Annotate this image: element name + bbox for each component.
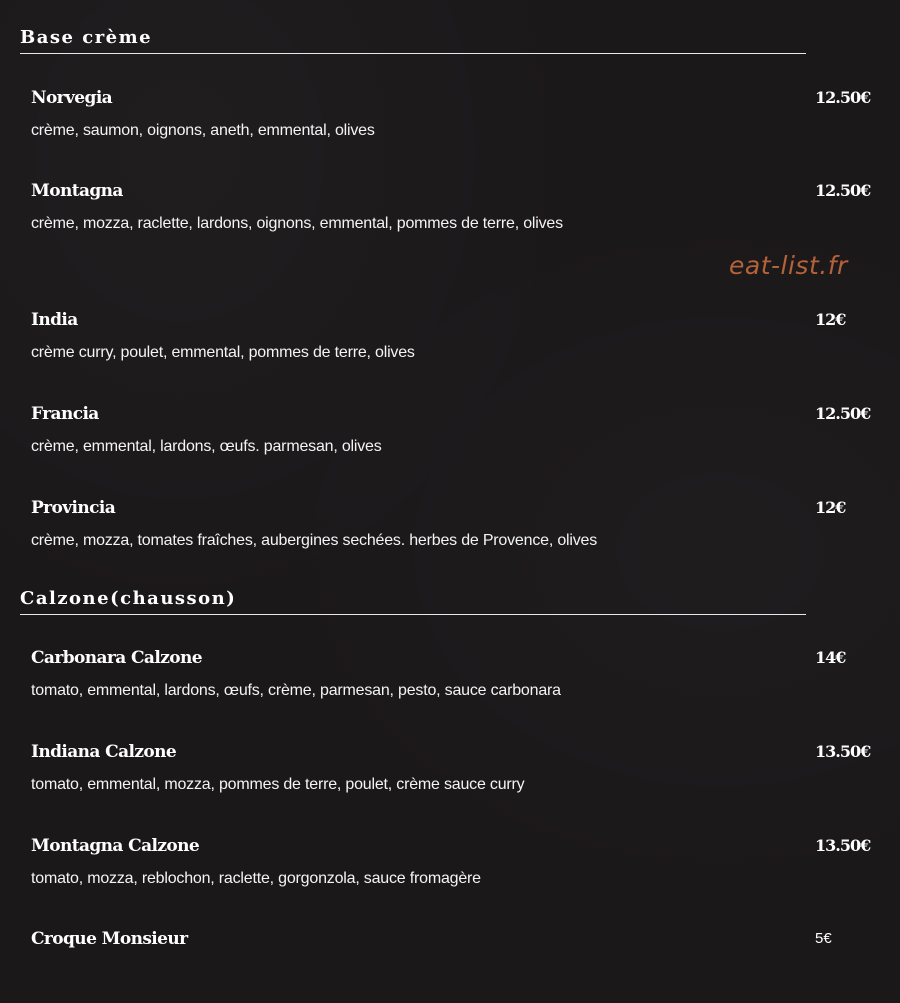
item-description: tomato, emmental, mozza, pommes de terre, poulet, crème sauce curry	[31, 776, 525, 793]
item-name: Carbonara Calzone	[31, 648, 202, 668]
item-name: Francia	[31, 404, 99, 424]
item-name: Montagna	[31, 181, 123, 201]
item-description: crème, mozza, raclette, lardons, oignons, emmental, pommes de terre, olives	[31, 215, 563, 232]
item-price: 5€	[815, 930, 832, 947]
item-description: tomato, emmental, lardons, œufs, crème, parmesan, pesto, sauce carbonara	[31, 682, 561, 699]
section-heading-calzone: Calzone(chausson)	[20, 588, 806, 615]
watermark-text: eat-list.fr	[729, 251, 848, 280]
item-price: 12€	[815, 498, 846, 517]
item-price: 14€	[815, 648, 846, 667]
item-price: 12.50€	[815, 88, 871, 107]
item-name: Norvegia	[31, 88, 113, 108]
item-name: India	[31, 310, 78, 330]
item-name: Montagna Calzone	[31, 836, 200, 856]
item-name: Indiana Calzone	[31, 742, 177, 762]
item-name: Croque Monsieur	[31, 929, 188, 949]
item-price: 12€	[815, 310, 846, 329]
item-description: crème, mozza, tomates fraîches, aubergines sechées. herbes de Provence, olives	[31, 532, 598, 549]
section-heading-base-creme: Base crème	[20, 27, 806, 54]
item-price: 13.50€	[815, 742, 871, 761]
item-description: tomato, mozza, reblochon, raclette, gorgonzola, sauce fromagère	[31, 870, 481, 887]
item-description: crème curry, poulet, emmental, pommes de terre, olives	[31, 344, 415, 361]
item-price: 12.50€	[815, 404, 871, 423]
item-description: crème, saumon, oignons, aneth, emmental, olives	[31, 122, 375, 139]
item-price: 13.50€	[815, 836, 871, 855]
item-name: Provincia	[31, 498, 116, 518]
item-description: crème, emmental, lardons, œufs. parmesan, olives	[31, 438, 382, 455]
item-price: 12.50€	[815, 181, 871, 200]
